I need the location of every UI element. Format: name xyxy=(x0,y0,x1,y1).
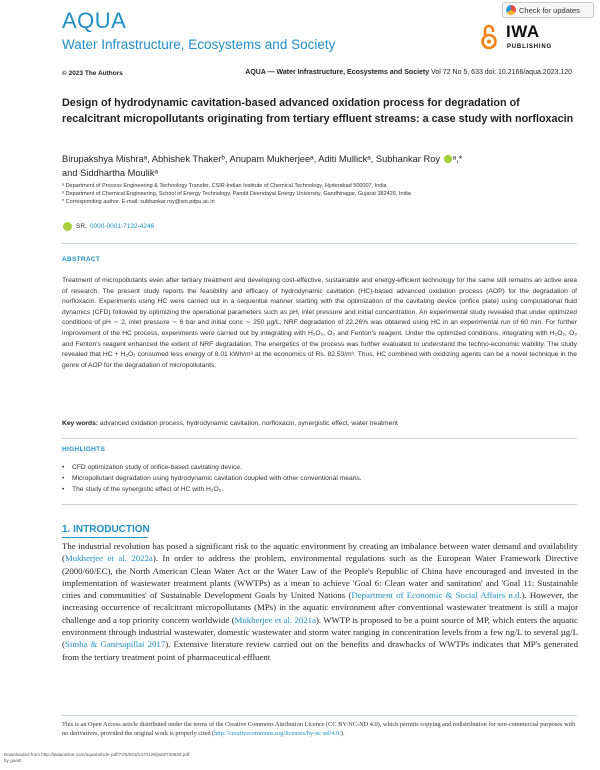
divider xyxy=(62,438,577,439)
orcid-icon xyxy=(63,222,72,231)
affiliations xyxy=(62,183,411,206)
citation-link[interactable]: Mukherjee et al. 2021a xyxy=(234,614,316,625)
intro-text: ). In order to address the problem, environmental regulations such as the European Water Framework Directive (2000/60/EC), the North American Clean Water Act or the Water Law of the People's Republic of China have encouraged and invested in the implementation of wastewater treatment plants (WWTPs) as a mean to achieve 'Goal 6: Clean water and sanitation' and 'Goal 11: Sustainable cities and communities' of Sustainable Development Goals by United Nations ( xyxy=(62,553,578,601)
publisher-word: IWA xyxy=(506,22,540,41)
corresponding-author: * Corresponding author. E-mail: subhankar.roy@sot.pdpu.ac.in xyxy=(62,198,215,205)
keywords-list: advanced oxidation process, hydrodynamic cavitation, norfloxacin, synergistic effect, water treatment xyxy=(98,420,398,427)
keywords xyxy=(62,420,577,427)
divider xyxy=(62,243,577,244)
intro-text: ). WWTP is proposed to be a point source of MP, which enters the aquatic environment through industrial wastewater, domestic wastewater and storm water ranging in concentration levels from a few ng/L to several µg/L ( xyxy=(62,614,578,650)
license-notice xyxy=(62,720,578,738)
divider xyxy=(62,504,577,505)
orcid-name: SR, xyxy=(76,223,87,230)
copyright: © 2023 The Authors xyxy=(62,70,123,77)
license-link[interactable]: http://creativecommons.org/licenses/by-nc-nd/4.0/ xyxy=(214,730,341,737)
citation-link[interactable]: Department of Economic & Social Affairs n.d. xyxy=(351,590,522,601)
download-stamp-line2: by guest xyxy=(4,758,22,763)
author-list xyxy=(62,152,562,180)
check-for-updates-button[interactable] xyxy=(502,2,594,18)
citation-link[interactable]: Simha & Ganesapillai 2017 xyxy=(64,639,166,650)
download-stamp xyxy=(4,752,189,764)
intro-text: ). Extensive literature review carried out on the benefits and drawbacks of WWTPs indicates that MP's generated from the tertiary treatment point of pharmaceutical effluent xyxy=(62,639,578,662)
license-text: This is an Open Access article distributed under the terms of the Creative Commons Attribution Licence (CC BY-NC-ND 4.0), which permits copying and redistribution for non-commercial purposes with no derivatives, provided the original work is properly cited ( xyxy=(62,721,576,737)
divider xyxy=(62,715,577,716)
orcid-link[interactable]: 0000-0001-7132-4246 xyxy=(89,223,155,230)
download-stamp-line1: Downloaded from http://iwaponline.com/aqua/article-pdf/72/5/633/1270129/jws0720633.pdf xyxy=(4,752,190,757)
journal-name: AQUA xyxy=(62,8,127,33)
authors-line1-tail: ᵃ,* xyxy=(452,154,463,164)
abstract-label: ABSTRACT xyxy=(62,256,101,263)
publisher-sub: PUBLISHING xyxy=(507,44,553,50)
orcid-line xyxy=(62,222,154,231)
highlight-item: • CFD optimization study of orifice-based cavitating device. xyxy=(62,462,577,473)
keywords-label: Key words: xyxy=(62,420,99,427)
abstract-text: Treatment of micropollutants even after tertiary treatment and developing cost-effective, sustainable and energy-efficient technology for the same still remains an active area of research. The present study reports the feasibility and efficacy of hydrodynamic cavitation (HC)-based advanced oxidation process (AOP) for the degradation of norfloxacin. Experiments using HC were carried out in a sequential manner starting with the optimization of the cavitating device (orifice plate) using computational fluid dynamics (CFD) followed by optimizing the operational parameters such as pH, inlet pressure and initial concentration. An experimental study revealed that under optimized conditions of pH ∼ 2, inlet pressure ∼ 6 bar and initial conc ∼ 250 µg/L, NRF degradation of 22.26% was obtained using HC in an experimental run of 60 min. For further improvement of the HC process, experiments were carried out by integrating with H₂O₂, O₃ and Fenton's reagent. Under the optimized conditions, integrating with H₂O₂, O₃ and Fenton's reagent enhanced the extent of NRF degradation. The energetics of the process was further evaluated to understand the techno-economic viability. The study revealed that HC + H₂O₂ consumed less energy of 8.01 kWh/m³ at the economics of Rs. 82.53/m³. Thus, HC combined with oxidizing agents can be a novel technique in the genre of AOP for the degradation of micropollutants. xyxy=(62,277,577,369)
article-title: Design of hydrodynamic cavitation-based advanced oxidation process for degradation of recalcitrant micropollutants originating from tertiary effluent streams: a case study with norfloxacin xyxy=(62,97,574,125)
highlights-label: HIGHLIGHTS xyxy=(62,446,106,453)
citation-details: Vol 72 No 5, 633 doi: 10.2166/aqua.2023.120 xyxy=(429,69,572,76)
journal-subtitle: Water Infrastructure, Ecosystems and Society xyxy=(62,37,336,52)
introduction-heading: 1. INTRODUCTION xyxy=(62,524,150,535)
authors-line2: and Siddhartha Moulikᵃ xyxy=(62,168,158,178)
crossmark-icon xyxy=(506,5,516,15)
citation-link[interactable]: Mukherjee et al. 2022a xyxy=(64,553,153,564)
intro-text: The industrial revolution has posed a significant risk to the aquatic environment by creating an imbalance between water demand and availability ( xyxy=(62,541,578,564)
affiliation-b: ᵇ Department of Chemical Engineering, School of Energy Technology, Pandit Deendayal Energy University, Gandhinagar, Gujarat 382426, India xyxy=(62,190,411,197)
highlight-item: • The study of the synergistic effect of HC with H₂O₂. xyxy=(62,484,577,495)
check-for-updates-label: Check for updates xyxy=(519,5,580,15)
orcid-icon[interactable] xyxy=(444,155,452,163)
heading-underline xyxy=(62,537,148,538)
license-end: ). xyxy=(340,730,345,737)
introduction-text xyxy=(62,540,578,663)
highlight-item: • Micropollutant degradation using hydrodynamic cavitation coupled with other conventional means. xyxy=(62,473,577,484)
highlights-list xyxy=(62,462,577,495)
affiliation-a: ᵃ Department of Process Engineering & Technology Transfer, CSIR-Indian Institute of Chemical Technology, Hyderabad 500007, India xyxy=(62,183,387,189)
open-access-icon xyxy=(480,24,498,50)
authors-line1: Birupakshya Mishraᵃ, Abhishek Thakerᵇ, Anupam Mukherjeeᵃ, Aditi Mullickᵃ, Subhankar Roy xyxy=(62,154,441,164)
intro-text: ). However, the increasing occurrence of recalcitrant micropollutants (MPs) in the aquatic environment after conventional wastewater treatment is still a major challenge and a top priority concern worldwide ( xyxy=(62,590,578,625)
citation-journal: AQUA — Water Infrastructure, Ecosystems and Society xyxy=(245,69,430,76)
citation-line xyxy=(245,69,572,76)
